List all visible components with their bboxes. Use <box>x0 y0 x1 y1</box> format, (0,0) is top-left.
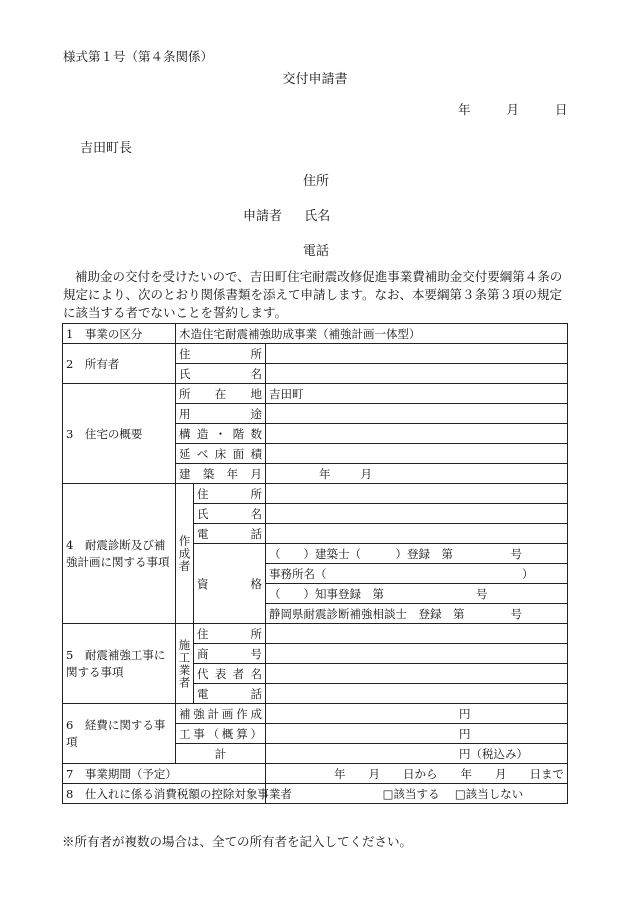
contractor-address-label: 住所 <box>194 624 266 644</box>
tax-status-field <box>266 784 568 804</box>
document-title: 交付申請書 <box>282 72 348 87</box>
contractor-address-field[interactable] <box>266 624 568 644</box>
period-field[interactable]: 年 月 日から 年 月 日まで <box>266 764 568 784</box>
location-field[interactable]: 吉田町 <box>266 384 568 404</box>
applicant-name-label: 氏名 <box>304 209 331 224</box>
qualification-consultant[interactable]: 静岡県耐震診断補強相談士 登録 第 号 <box>266 604 568 624</box>
built-year: 年 <box>319 466 331 481</box>
date-year: 年 <box>458 102 471 117</box>
table-row <box>63 484 568 504</box>
owner-name-label: 氏名 <box>176 364 266 384</box>
contractor-phone-field[interactable] <box>266 684 568 704</box>
qualification-office[interactable]: 事務所名（ ） <box>266 564 568 584</box>
row8-label: 8 仕入れに係る消費税額の控除対象事業者 <box>63 784 266 804</box>
total-cost-label: 計 <box>176 744 266 764</box>
declaration-text: 補助金の交付を受けたいので、吉田町住宅耐震改修促進事業費補助金交付要綱第４条の規定により、次のとおり関係書類を添えて申請します。なお、本要綱第３条第３項の規定に該当する者でないことを誓約します。 <box>63 269 563 320</box>
owner-address-label: 住所 <box>176 344 266 364</box>
creator-address-field[interactable] <box>266 484 568 504</box>
row6-label: 6 経費に関する事項 <box>63 704 176 764</box>
built-field[interactable] <box>266 464 568 484</box>
total-cost-field[interactable] <box>266 744 568 764</box>
row5-label: 5 耐震補強工事に関する事項 <box>63 624 176 704</box>
location-label: 所在地 <box>176 384 266 404</box>
applicant-name-line <box>243 205 330 224</box>
contractor-representative-label: 代表者名 <box>194 664 266 684</box>
table-row <box>63 784 568 804</box>
row2-label: 2 所有者 <box>63 344 176 384</box>
contractor-trade-name-label: 商号 <box>194 644 266 664</box>
footnote: ※所有者が複数の場合は、全ての所有者を記入してください。 <box>62 834 413 849</box>
table-row <box>63 324 568 344</box>
table-row <box>63 624 568 644</box>
total-cost-unit: 円（税込み） <box>459 746 528 761</box>
structure-field[interactable] <box>266 424 568 444</box>
applicant-label: 申請者 <box>243 209 283 224</box>
plan-cost-field[interactable] <box>266 704 568 724</box>
row7-label: 7 事業期間（予定） <box>63 764 266 784</box>
qualification-architect[interactable]: （ ）建築士（ ）登録 第 号 <box>266 544 568 564</box>
table-row <box>63 384 568 404</box>
row1-label: 1 事業の区分 <box>63 324 176 344</box>
plan-cost-unit: 円 <box>459 706 471 721</box>
creator-name-field[interactable] <box>266 504 568 524</box>
table-row <box>63 764 568 784</box>
owner-name-field[interactable] <box>266 364 568 384</box>
creator-group-label: 作成者 <box>176 484 194 624</box>
creator-phone-field[interactable] <box>266 524 568 544</box>
applicant-phone-label: 電話 <box>303 244 330 259</box>
date-line <box>458 100 567 118</box>
creator-phone-label: 電話 <box>194 524 266 544</box>
floor-area-field[interactable] <box>266 444 568 464</box>
addressee: 吉田町長 <box>80 141 133 156</box>
work-cost-label: 工事（概算） <box>176 724 266 744</box>
qualification-label: 資格 <box>194 544 266 624</box>
tax-no-checkbox[interactable]: □該当しない <box>454 786 524 801</box>
contractor-group-label: 施工業者 <box>176 624 194 704</box>
table-row <box>63 704 568 724</box>
work-cost-unit: 円 <box>459 726 471 741</box>
table-row <box>63 344 568 364</box>
work-cost-field[interactable] <box>266 724 568 744</box>
built-label: 建築年月 <box>176 464 266 484</box>
floor-area-label: 延べ床面積 <box>176 444 266 464</box>
plan-cost-label: 補強計画作成 <box>176 704 266 724</box>
row1-value: 木造住宅耐震補強助成事業（補強計画一体型） <box>176 324 568 344</box>
qualification-governor[interactable]: （ ）知事登録 第 号 <box>266 584 568 604</box>
owner-address-field[interactable] <box>266 344 568 364</box>
row4-label: 4 耐震診断及び補強計画に関する事項 <box>63 484 176 624</box>
contractor-phone-label: 電話 <box>194 684 266 704</box>
tax-yes-checkbox[interactable]: □該当する <box>382 786 440 801</box>
applicant-address-label: 住所 <box>303 174 330 189</box>
use-label: 用途 <box>176 404 266 424</box>
creator-address-label: 住所 <box>194 484 266 504</box>
structure-label: 構造・階数 <box>176 424 266 444</box>
creator-name-label: 氏名 <box>194 504 266 524</box>
built-month: 月 <box>360 466 372 481</box>
use-field[interactable] <box>266 404 568 424</box>
application-table <box>62 323 568 804</box>
date-month: 月 <box>506 102 519 117</box>
date-day: 日 <box>554 102 568 117</box>
row3-label: 3 住宅の概要 <box>63 384 176 484</box>
form-number: 様式第１号（第４条関係） <box>63 49 214 64</box>
contractor-representative-field[interactable] <box>266 664 568 684</box>
contractor-trade-name-field[interactable] <box>266 644 568 664</box>
